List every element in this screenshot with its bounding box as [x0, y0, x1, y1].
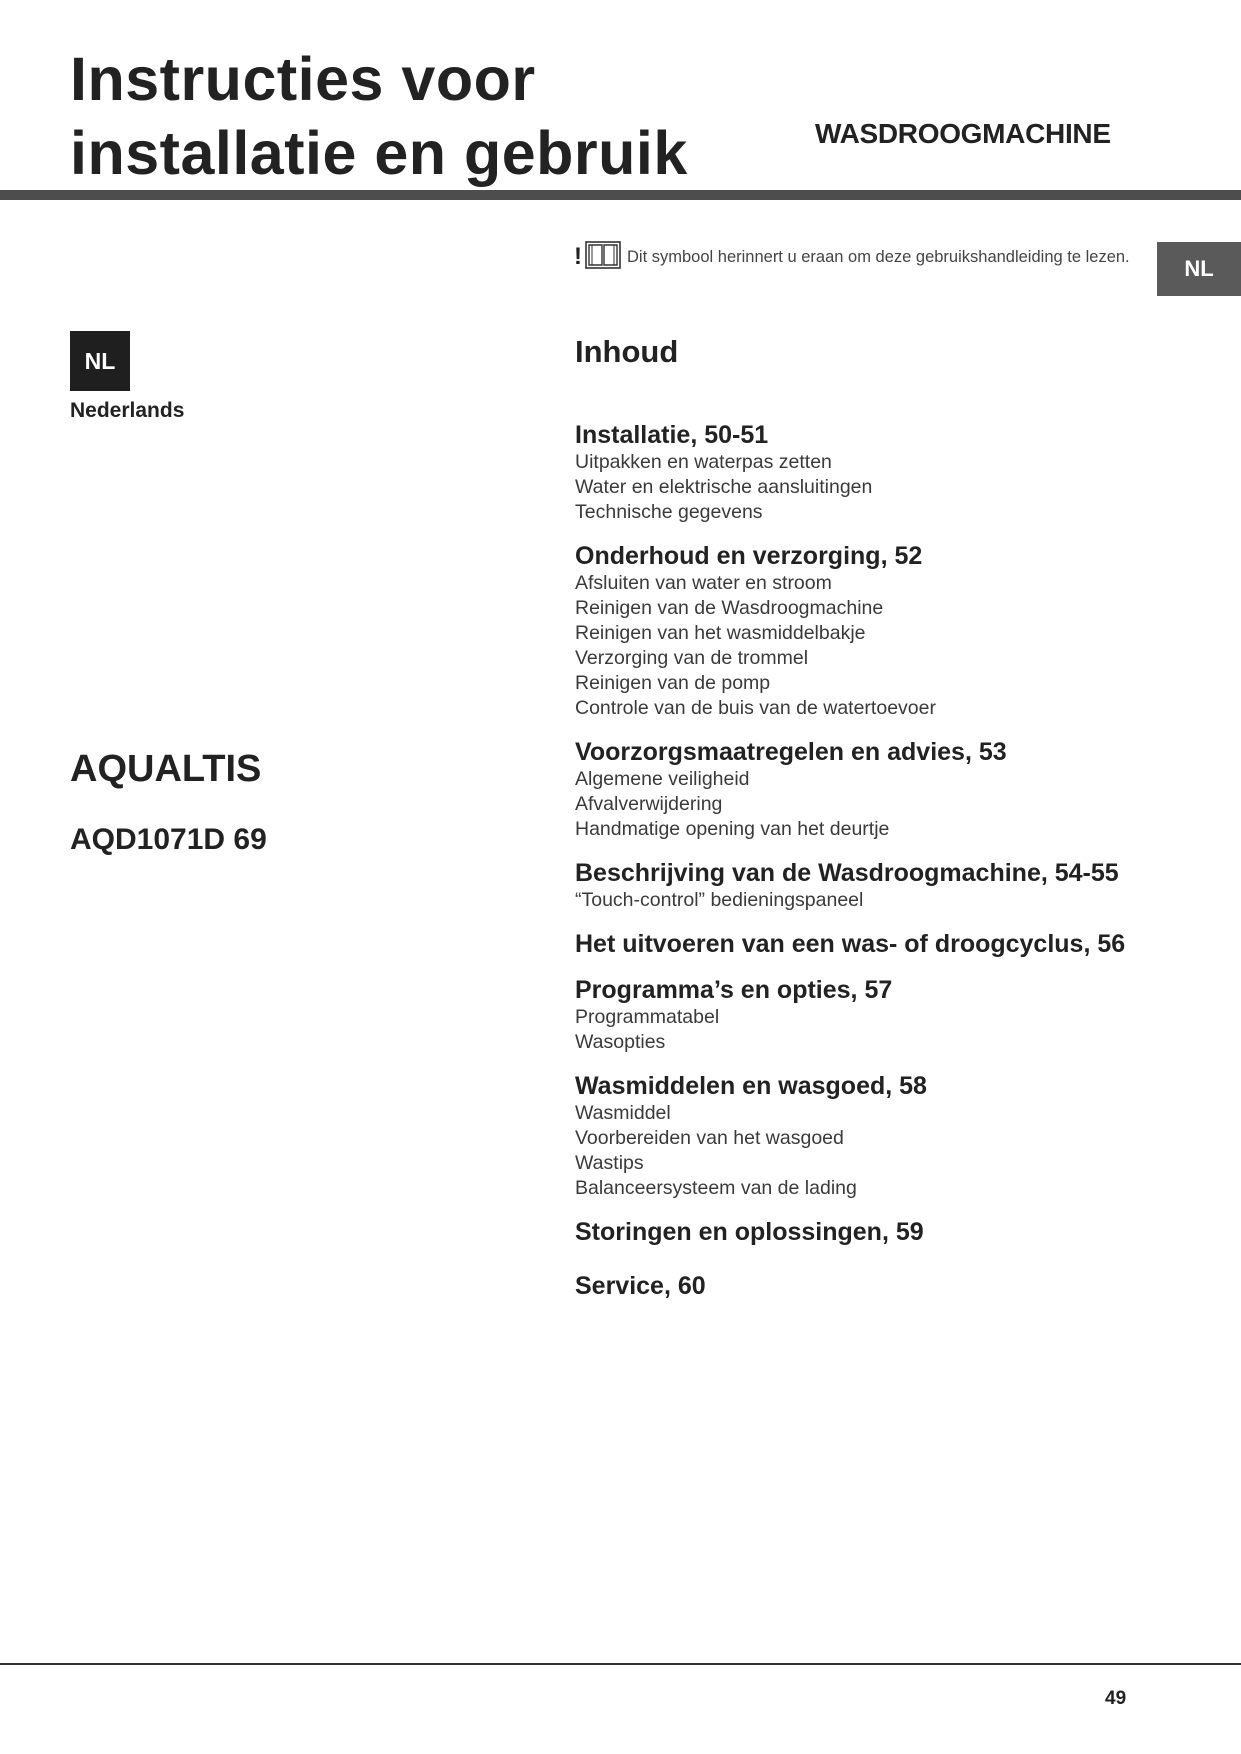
- language-badge: NL: [70, 331, 130, 391]
- toc-section-title: Het uitvoeren van een was- of droogcyclus, 56: [575, 930, 1126, 958]
- toc-section: [575, 420, 1175, 525]
- toc-item: Reinigen van de pomp: [575, 672, 771, 694]
- toc-item: Wasopties: [575, 1031, 666, 1053]
- toc-section: [575, 929, 1175, 959]
- exclamation-mark: !: [574, 243, 582, 270]
- footer-divider: [0, 1663, 1241, 1665]
- toc-item: Reinigen van de Wasdroogmachine: [575, 597, 884, 619]
- toc-section: [575, 737, 1175, 842]
- brand-name: AQUALTIS: [70, 748, 262, 790]
- toc-section-title: Voorzorgsmaatregelen en advies, 53: [575, 738, 1007, 766]
- toc-section: [575, 1271, 1175, 1301]
- title-line-1: Instructies voor: [70, 45, 536, 113]
- toc-item: Algemene veiligheid: [575, 768, 750, 790]
- toc-section: [575, 858, 1175, 913]
- toc-section-title: Programma’s en opties, 57: [575, 976, 893, 1004]
- table-of-contents: [575, 332, 1175, 1317]
- product-type: WASDROOGMACHINE: [815, 118, 1111, 149]
- model-number: AQD1071D 69: [70, 823, 267, 856]
- toc-section-title: Wasmiddelen en wasgoed, 58: [575, 1072, 927, 1100]
- toc-section-title: Service, 60: [575, 1272, 706, 1300]
- toc-section-title: Storingen en oplossingen, 59: [575, 1218, 924, 1246]
- language-name: Nederlands: [70, 399, 185, 422]
- toc-section-title: Onderhoud en verzorging, 52: [575, 542, 923, 570]
- toc-item: Technische gegevens: [575, 501, 763, 523]
- language-tab: NL: [1157, 242, 1241, 296]
- toc-item: Balanceersysteem van de lading: [575, 1177, 857, 1199]
- toc-section: [575, 1217, 1175, 1247]
- header-divider: [0, 190, 1241, 200]
- document-title: [70, 42, 688, 190]
- page-number: 49: [1105, 1688, 1127, 1709]
- toc-section: [575, 975, 1175, 1055]
- toc-item: Handmatige opening van het deurtje: [575, 818, 890, 840]
- toc-item: Voorbereiden van het wasgoed: [575, 1127, 844, 1149]
- toc-heading: Inhoud: [575, 334, 679, 369]
- notice-text: Dit symbool herinnert u eraan om deze gebruikshandleiding te lezen.: [627, 247, 1130, 266]
- toc-section: [575, 541, 1175, 721]
- title-line-2: installatie en gebruik: [70, 119, 688, 187]
- toc-item: “Touch-control” bedieningspaneel: [575, 889, 864, 911]
- toc-item: Wasmiddel: [575, 1102, 671, 1124]
- toc-section-title: Installatie, 50-51: [575, 421, 769, 449]
- toc-item: Wastips: [575, 1152, 644, 1174]
- toc-item: Afsluiten van water en stroom: [575, 572, 832, 594]
- toc-item: Uitpakken en waterpas zetten: [575, 451, 832, 473]
- toc-item: Controle van de buis van de watertoevoer: [575, 697, 936, 719]
- toc-item: Verzorging van de trommel: [575, 647, 809, 669]
- toc-item: Reinigen van het wasmiddelbakje: [575, 622, 866, 644]
- toc-section: [575, 1071, 1175, 1201]
- toc-item: Afvalverwijdering: [575, 793, 723, 815]
- toc-item: Programmatabel: [575, 1006, 720, 1028]
- read-manual-notice: [574, 242, 1130, 272]
- toc-item: Water en elektrische aansluitingen: [575, 476, 873, 498]
- open-book-icon: [585, 240, 621, 275]
- toc-section-title: Beschrijving van de Wasdroogmachine, 54-55: [575, 859, 1119, 887]
